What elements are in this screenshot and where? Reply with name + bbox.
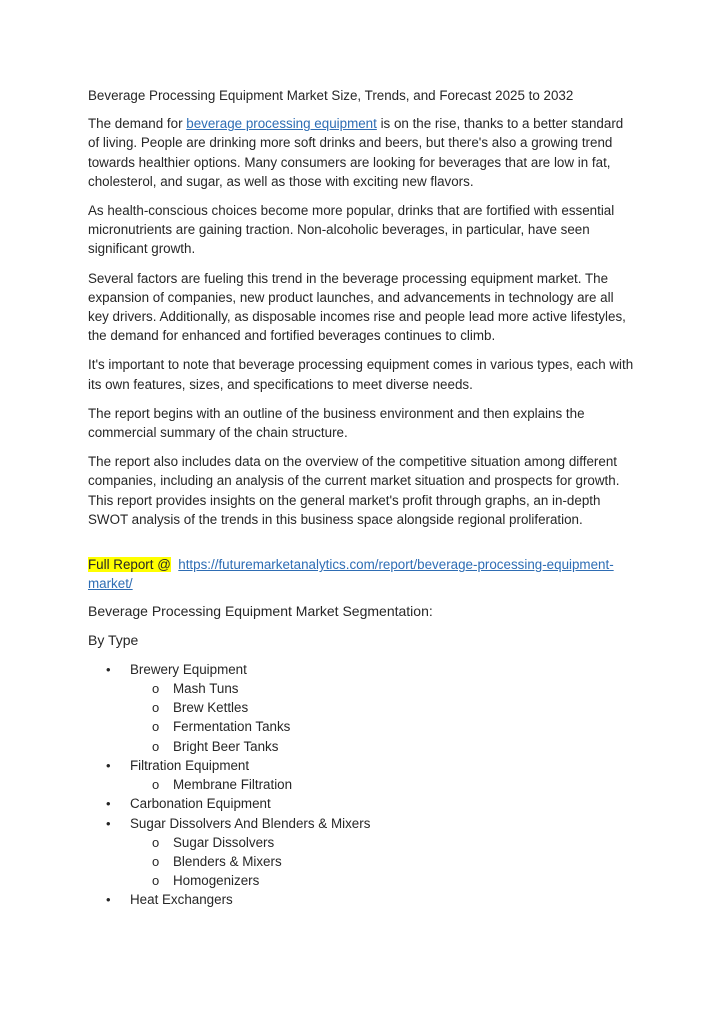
subtype-label: Membrane Filtration — [173, 777, 293, 793]
subtype-list — [130, 679, 636, 756]
type-label: Filtration Equipment — [130, 757, 250, 773]
circle-bullet-icon: o — [152, 853, 160, 869]
type-label: Brewery Equipment — [130, 661, 247, 677]
type-label: Sugar Dissolvers And Blenders & Mixers — [130, 815, 371, 831]
subtype-list-item — [130, 871, 636, 890]
bullet-icon: • — [106, 757, 111, 773]
full-report-link[interactable]: https://futuremarketanalytics.com/report/beverage-processing-equipment-market/ — [88, 557, 614, 592]
subtype-label: Blenders & Mixers — [173, 853, 282, 869]
types-paragraph: It's important to note that beverage processing equipment comes in various types, each with its own features, sizes, and specifications to meet diverse needs. — [88, 357, 634, 392]
intro-text-after: is on the rise, thanks to a better standard of living. People are drinking more soft drinks and beers, but there's also a growing trend towards healthier options. Many consumers are looking for beverages that are low in fat, cholesterol, and sugar, as well as those with exciting new flavors. — [88, 116, 624, 189]
subtype-list-item — [130, 852, 636, 871]
factors-paragraph: Several factors are fueling this trend in the beverage processing equipment market. The expansion of companies, new product launches, and advancements in technology are all key drivers. Additionally, as disposable incomes rise and people lead more active lifestyles, the demand for enhanced and fortified beverages continues to climb. — [88, 270, 626, 344]
subtype-list-item — [130, 679, 636, 698]
subtype-label: Fermentation Tanks — [173, 719, 291, 735]
intro-paragraph — [88, 114, 636, 191]
subtype-label: Bright Beer Tanks — [173, 738, 279, 754]
subtype-label: Mash Tuns — [173, 681, 239, 697]
health-paragraph: As health-conscious choices become more popular, drinks that are fortified with essential micronutrients are gaining traction. Non-alcoholic beverages, in particular, have seen significant growth. — [88, 203, 615, 257]
full-report-label: Full Report @ — [88, 557, 171, 573]
by-type-heading: By Type — [88, 631, 139, 648]
subtype-list-item — [130, 833, 636, 852]
type-list-item — [88, 660, 636, 756]
bullet-icon: • — [106, 661, 111, 677]
subtype-list — [130, 775, 636, 794]
spacer — [88, 539, 636, 555]
subtype-list — [130, 833, 636, 891]
bullet-icon: • — [106, 815, 111, 831]
subtype-label: Homogenizers — [173, 873, 260, 889]
segmentation-heading: Beverage Processing Equipment Market Segmentation: — [88, 603, 433, 620]
full-report-row — [88, 555, 636, 593]
subtype-list-item — [130, 775, 636, 794]
type-list — [88, 660, 636, 910]
circle-bullet-icon: o — [152, 834, 160, 850]
subtype-label: Brew Kettles — [173, 700, 249, 716]
type-list-item — [88, 814, 636, 891]
type-list-item — [88, 756, 636, 794]
bullet-icon: • — [106, 796, 111, 812]
type-label: Heat Exchangers — [130, 892, 233, 908]
type-label: Carbonation Equipment — [130, 796, 271, 812]
report-overview-paragraph: The report also includes data on the overview of the competitive situation among different companies, including an analysis of the current market situation and prospects for growth. This report provides insights on the general market's profit through graphs, an in-depth SWOT analysis of the trends in this business space alongside regional proliferation. — [88, 454, 620, 527]
beverage-equipment-link[interactable]: beverage processing equipment — [186, 116, 377, 132]
circle-bullet-icon: o — [152, 738, 160, 754]
type-list-item — [88, 890, 636, 909]
circle-bullet-icon: o — [152, 681, 160, 697]
circle-bullet-icon: o — [152, 700, 160, 716]
document-page — [88, 86, 636, 910]
type-list-item — [88, 794, 636, 813]
intro-text-before: The demand for — [88, 116, 187, 132]
circle-bullet-icon: o — [152, 719, 160, 735]
document-title: Beverage Processing Equipment Market Size, Trends, and Forecast 2025 to 2032 — [88, 88, 574, 103]
bullet-icon: • — [106, 892, 111, 908]
report-outline-paragraph: The report begins with an outline of the business environment and then explains the commercial summary of the chain structure. — [88, 405, 585, 441]
circle-bullet-icon: o — [152, 873, 160, 889]
circle-bullet-icon: o — [152, 777, 160, 793]
subtype-list-item — [130, 698, 636, 717]
subtype-list-item — [130, 737, 636, 756]
subtype-list-item — [130, 717, 636, 736]
subtype-label: Sugar Dissolvers — [173, 834, 275, 850]
